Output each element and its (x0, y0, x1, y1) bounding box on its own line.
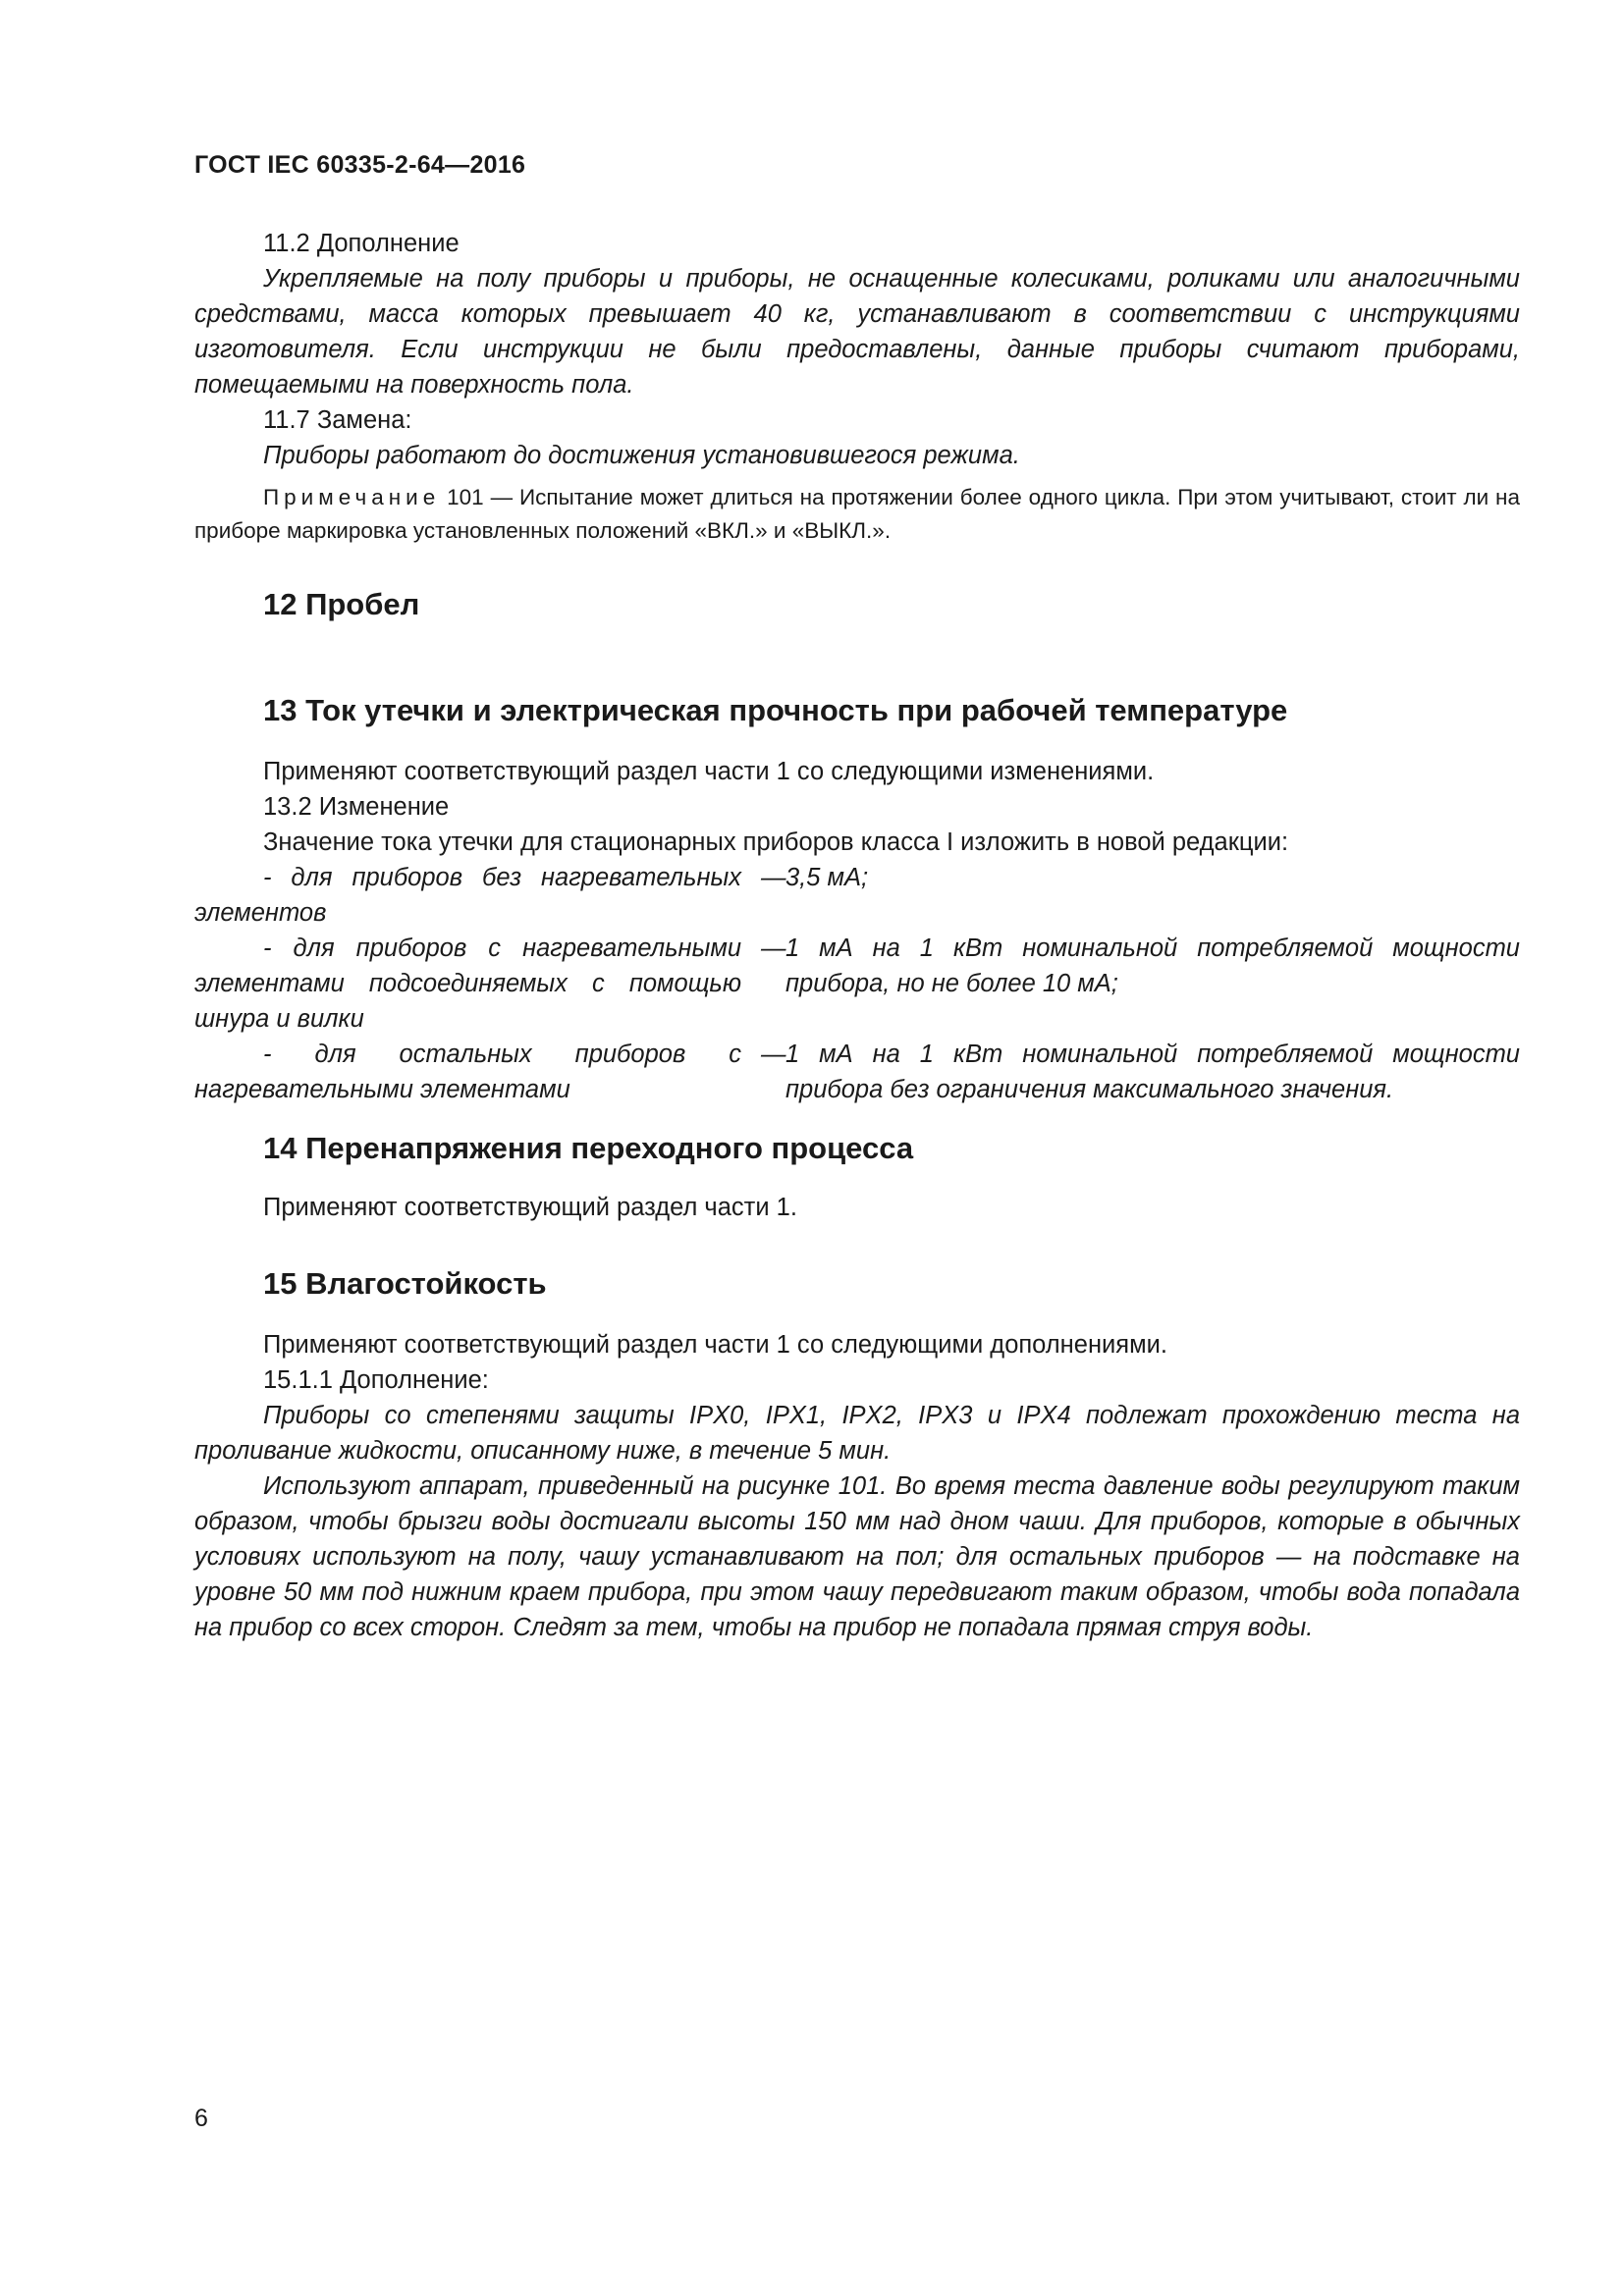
row-1-right: 3,5 мА; (785, 864, 869, 891)
paragraph-11-7: 11.7 Замена: (263, 406, 412, 434)
paragraph-14-text: Применяют соответствующий раздел части 1. (263, 1194, 797, 1221)
row-2-left: - для приборов с нагревательными элементами подсоединяемых с помощью шнура и вилки (194, 934, 741, 1033)
section-14-block (194, 1131, 1520, 1225)
paragraph-13-2-text: Значение тока утечки для стационарных приборов класса I изложить в новой редакции: (263, 828, 1289, 856)
paragraph-15-1-1: 15.1.1 Дополнение: (263, 1366, 489, 1394)
document-header: ГОСТ IEC 60335-2-64—2016 (194, 151, 526, 179)
page-number: 6 (194, 2105, 208, 2132)
row-3-dash: — (761, 1041, 786, 1068)
row-3-right: 1 мА на 1 кВт номинальной потребляемой мощности прибора без ограничения максимального значения. (785, 1041, 1520, 1103)
section-15-title: 15 Влагостойкость (263, 1266, 547, 1301)
note-101 (194, 481, 1520, 548)
paragraph-15-intro: Применяют соответствующий раздел части 1 со следующими дополнениями. (263, 1331, 1167, 1359)
row-2-right: 1 мА на 1 кВт номинальной потребляемой мощности прибора, но не более 10 мА; (785, 934, 1520, 997)
paragraph-11-2: 11.2 Дополнение (263, 230, 460, 257)
section-12-title: 12 Пробел (263, 587, 420, 621)
row-2-dash: — (761, 934, 786, 962)
note-text: 101 — Испытание может длиться на протяжении более одного цикла. При этом учитывают, стоит ли на приборе маркировка установленных положений «ВКЛ.» и «ВЫКЛ.». (194, 485, 1520, 543)
paragraph-11-2-text: Укрепляемые на полу приборы и приборы, не оснащенные колесиками, роликами или аналогичными средствами, масса которых превышает 40 кг, устанавливают в соответствии с инструкциями изготовителя. Если инструкции не были предоставлены, данные приборы считают приборами, помещаемыми на поверхность пола. (194, 265, 1520, 399)
leakage-current-table (194, 860, 1520, 1107)
paragraph-15-1-1-text: Приборы со степенями защиты IPX0, IPX1, IPX2, IPX3 и IPX4 подлежат прохождению теста на проливание жидкости, описанному ниже, в течение 5 мин. (194, 1402, 1520, 1465)
row-1-dash: — (761, 864, 786, 891)
section-13-title: 13 Ток утечки и электрическая прочность при рабочей температуре (263, 693, 1288, 727)
note-label: Примечание (263, 485, 441, 509)
section-14-title: 14 Перенапряжения переходного процесса (263, 1131, 914, 1165)
paragraph-13-intro: Применяют соответствующий раздел части 1 со следующими изменениями. (263, 758, 1155, 785)
row-1-left: - для приборов без нагревательных элементов (194, 864, 741, 927)
section-12-block (194, 587, 1520, 622)
row-3-left: - для остальных приборов с нагревательными элементами (194, 1041, 741, 1103)
paragraph-11-7-text: Приборы работают до достижения установившегося режима. (263, 442, 1020, 469)
paragraph-15-apparatus: Используют аппарат, приведенный на рисунке 101. Во время теста давление воды регулируют таким образом, чтобы брызги воды достигали высоты 150 мм над дном чаши. Для приборов, которые в обычных условиях используют на полу, чашу устанавливают на пол; для остальных приборов — на подставке на уровне 50 мм под нижним краем прибора, при этом чашу передвигают таким образом, чтобы вода попадала на прибор со всех сторон. Следят за тем, чтобы на прибор не попадала прямая струя воды. (194, 1472, 1520, 1641)
section-15-block (194, 1266, 1520, 1645)
section-11-block (194, 226, 1520, 548)
paragraph-13-2: 13.2 Изменение (263, 793, 450, 821)
section-13-block (194, 693, 1520, 1107)
